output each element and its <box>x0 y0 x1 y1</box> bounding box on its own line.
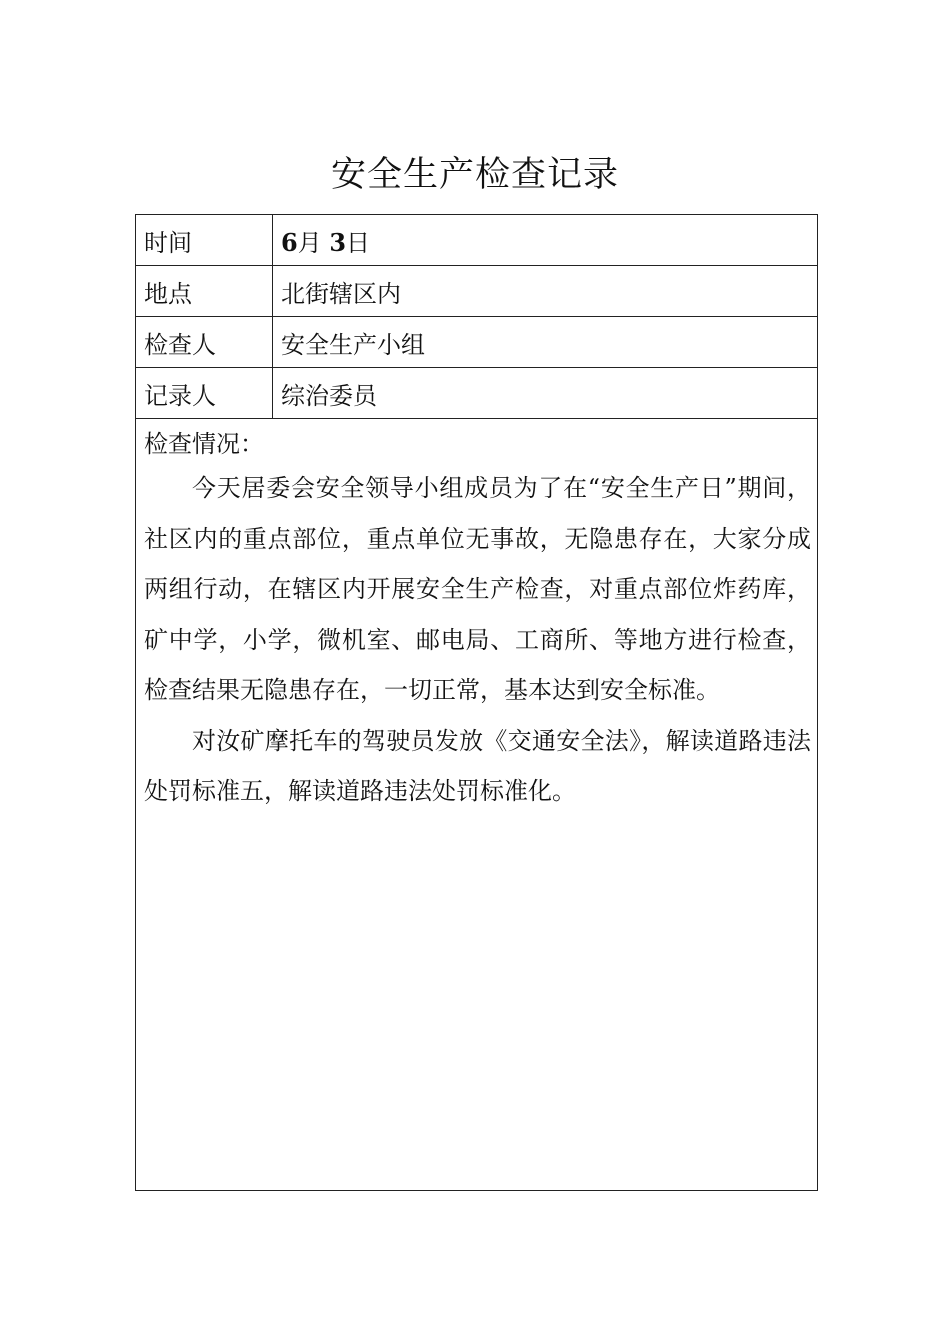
table-row-location <box>136 266 818 317</box>
location-label: 地点 <box>136 266 273 317</box>
time-month-number: 6 <box>281 227 298 257</box>
time-value <box>273 215 818 266</box>
inspector-label: 检查人 <box>136 317 273 368</box>
details-paragraph-1: 今天居委会安全领导小组成员为了在“安全生产日”期间，社区内的重点部位，重点单位无事故，无隐患存在，大家分成两组行动，在辖区内开展安全生产检查，对重点部位炸药库，矿中学，小学，微机室、邮电局、工商所、等地方进行检查，检查结果无隐患存在，一切正常，基本达到安全标准。 <box>144 474 811 704</box>
details-paragraph-2: 对汝矿摩托车的驾驶员发放《交通安全法》，解读道路违法处罚标准五，解读道路违法处罚标准化。 <box>144 726 811 805</box>
table-row-time <box>136 215 818 266</box>
table-row-details <box>136 419 818 1191</box>
time-month-text: 月 <box>297 228 322 257</box>
time-label: 时间 <box>136 215 273 266</box>
details-heading: 检查情况： <box>144 430 264 458</box>
table-row-inspector <box>136 317 818 368</box>
recorder-value: 综治委员 <box>273 368 818 419</box>
time-day-text: 日 <box>346 228 371 257</box>
time-day-number: 3 <box>329 227 347 257</box>
inspector-value: 安全生产小组 <box>273 317 818 368</box>
record-table <box>135 214 818 1191</box>
recorder-label: 记录人 <box>136 368 273 419</box>
table-row-recorder <box>136 368 818 419</box>
details-cell <box>136 419 818 1191</box>
document-title: 安全生产检查记录 <box>330 155 619 195</box>
location-value: 北街辖区内 <box>273 266 818 317</box>
